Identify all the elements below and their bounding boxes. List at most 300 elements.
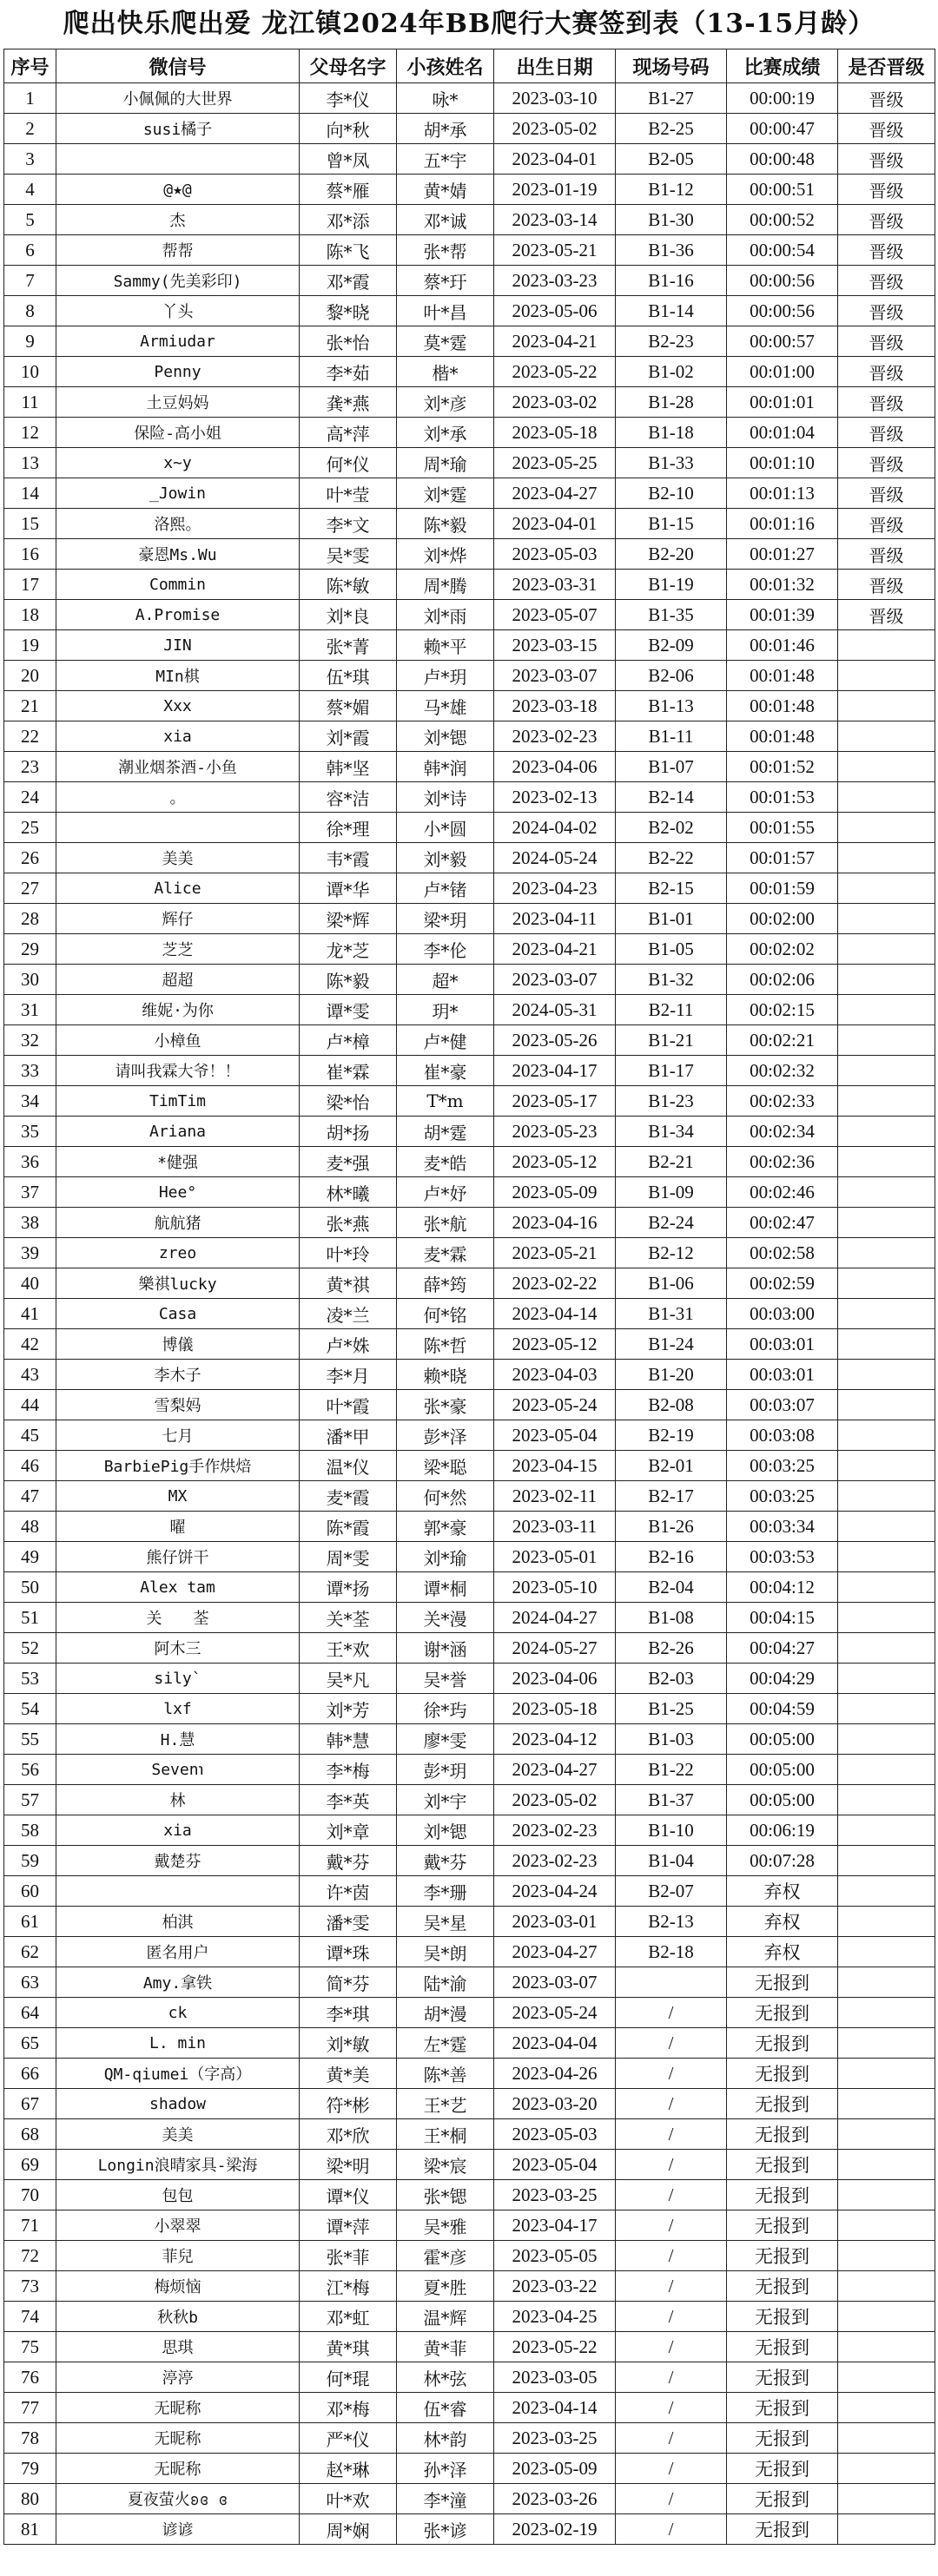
cell-onsite-number: B1-13 — [616, 691, 727, 721]
cell-onsite-number: B1-03 — [616, 1724, 727, 1755]
cell-onsite-number: B2-23 — [616, 326, 727, 357]
cell-index: 22 — [4, 721, 56, 752]
cell-onsite-number: B2-07 — [616, 1876, 727, 1907]
cell-advance — [838, 1755, 935, 1785]
table-row — [4, 1451, 935, 1481]
cell-child-name: 张*航 — [397, 1208, 494, 1238]
table-row — [4, 721, 935, 752]
cell-wechat: 航航猪 — [56, 1208, 300, 1238]
cell-result: 00:02:36 — [727, 1147, 838, 1177]
cell-birth-date: 2023-04-03 — [494, 1360, 616, 1390]
cell-advance — [838, 2180, 935, 2210]
cell-child-name: 薛*筠 — [397, 1268, 494, 1299]
cell-index: 77 — [4, 2393, 56, 2423]
cell-parent-name: 陈*飞 — [300, 235, 397, 266]
cell-advance: 晋级 — [838, 144, 935, 175]
cell-wechat: 。 — [56, 782, 300, 813]
cell-birth-date: 2023-05-04 — [494, 1420, 616, 1451]
cell-parent-name: 谭*仪 — [300, 2180, 397, 2210]
cell-index: 57 — [4, 1785, 56, 1815]
cell-birth-date: 2023-03-15 — [494, 630, 616, 661]
cell-result: 无报到 — [727, 1998, 838, 2028]
cell-onsite-number: B2-20 — [616, 539, 727, 570]
cell-onsite-number: B2-13 — [616, 1907, 727, 1937]
cell-advance — [838, 1664, 935, 1694]
cell-birth-date: 2024-05-24 — [494, 843, 616, 873]
table-row — [4, 1542, 935, 1572]
cell-onsite-number: B1-10 — [616, 1815, 727, 1846]
cell-parent-name: 潘*甲 — [300, 1420, 397, 1451]
cell-parent-name: 梁*明 — [300, 2150, 397, 2180]
cell-wechat: Ariana — [56, 1117, 300, 1147]
cell-birth-date: 2023-05-04 — [494, 2150, 616, 2180]
cell-onsite-number: B2-10 — [616, 478, 727, 509]
cell-parent-name: 李*文 — [300, 509, 397, 539]
cell-parent-name: 刘*芳 — [300, 1694, 397, 1724]
cell-parent-name: 曾*凤 — [300, 144, 397, 175]
cell-wechat: Casa — [56, 1299, 300, 1329]
cell-onsite-number: B2-16 — [616, 1542, 727, 1572]
cell-child-name: 梁*宸 — [397, 2150, 494, 2180]
cell-result: 00:06:19 — [727, 1815, 838, 1846]
cell-parent-name: 李*仪 — [300, 83, 397, 114]
cell-wechat: H.慧 — [56, 1724, 300, 1755]
cell-index: 71 — [4, 2210, 56, 2241]
cell-wechat: _Jowin — [56, 478, 300, 509]
cell-onsite-number: B1-01 — [616, 904, 727, 934]
cell-advance — [838, 1451, 935, 1481]
cell-advance — [838, 630, 935, 661]
cell-birth-date: 2023-03-18 — [494, 691, 616, 721]
cell-wechat: 樂祺lucky — [56, 1268, 300, 1299]
cell-result: 00:07:28 — [727, 1846, 838, 1876]
cell-birth-date: 2023-04-24 — [494, 1876, 616, 1907]
cell-wechat: susi橘子 — [56, 114, 300, 144]
cell-result: 00:03:00 — [727, 1299, 838, 1329]
cell-index: 62 — [4, 1937, 56, 1967]
cell-onsite-number: B1-25 — [616, 1694, 727, 1724]
cell-result: 无报到 — [727, 2210, 838, 2241]
cell-index: 38 — [4, 1208, 56, 1238]
table-row — [4, 448, 935, 478]
table-row — [4, 1117, 935, 1147]
header-birth-date: 出生日期 — [494, 49, 616, 83]
cell-birth-date: 2023-05-10 — [494, 1572, 616, 1603]
cell-child-name: 王*艺 — [397, 2089, 494, 2119]
cell-onsite-number: B1-28 — [616, 387, 727, 418]
cell-advance — [838, 1208, 935, 1238]
cell-wechat: MX — [56, 1481, 300, 1512]
table-row — [4, 1208, 935, 1238]
cell-parent-name: 刘*敏 — [300, 2028, 397, 2059]
cell-result: 00:00:56 — [727, 266, 838, 296]
cell-birth-date: 2023-04-23 — [494, 873, 616, 904]
cell-child-name: 刘*彦 — [397, 387, 494, 418]
cell-birth-date: 2023-05-03 — [494, 2119, 616, 2150]
table-row — [4, 1967, 935, 1998]
cell-child-name: 戴*芬 — [397, 1846, 494, 1876]
table-row — [4, 2241, 935, 2271]
cell-index: 36 — [4, 1147, 56, 1177]
cell-birth-date: 2023-05-21 — [494, 1238, 616, 1268]
cell-parent-name: 陈*霞 — [300, 1512, 397, 1542]
cell-parent-name: 张*怡 — [300, 326, 397, 357]
cell-advance: 晋级 — [838, 296, 935, 326]
table-row — [4, 600, 935, 630]
cell-result: 00:01:59 — [727, 873, 838, 904]
cell-birth-date: 2023-02-19 — [494, 2514, 616, 2545]
table-row — [4, 2302, 935, 2332]
cell-birth-date: 2024-05-27 — [494, 1633, 616, 1664]
cell-advance — [838, 1177, 935, 1208]
table-row — [4, 114, 935, 144]
cell-index: 5 — [4, 205, 56, 235]
cell-birth-date: 2023-05-07 — [494, 600, 616, 630]
table-row — [4, 2423, 935, 2454]
cell-parent-name: 谭*雯 — [300, 995, 397, 1025]
cell-index: 12 — [4, 418, 56, 448]
cell-index: 40 — [4, 1268, 56, 1299]
cell-wechat: 梅烦恼 — [56, 2271, 300, 2302]
cell-index: 49 — [4, 1542, 56, 1572]
cell-child-name: 麦*皓 — [397, 1147, 494, 1177]
cell-child-name: 咏* — [397, 83, 494, 114]
table-row — [4, 357, 935, 387]
table-row — [4, 83, 935, 114]
cell-wechat: 林 — [56, 1785, 300, 1815]
cell-child-name: 周*腾 — [397, 570, 494, 600]
cell-onsite-number: B1-16 — [616, 266, 727, 296]
table-row — [4, 1846, 935, 1876]
cell-advance — [838, 691, 935, 721]
cell-parent-name: 王*欢 — [300, 1633, 397, 1664]
header-row — [4, 49, 935, 83]
cell-onsite-number: / — [616, 2089, 727, 2119]
cell-result: 弃权 — [727, 1937, 838, 1967]
cell-onsite-number: B2-15 — [616, 873, 727, 904]
cell-wechat — [56, 1876, 300, 1907]
cell-child-name: 邓*诚 — [397, 205, 494, 235]
cell-birth-date: 2023-05-22 — [494, 357, 616, 387]
cell-parent-name: 麦*霞 — [300, 1481, 397, 1512]
cell-wechat: 请叫我霖大爷！！ — [56, 1056, 300, 1086]
cell-index: 18 — [4, 600, 56, 630]
cell-onsite-number: B2-21 — [616, 1147, 727, 1177]
table-row — [4, 1664, 935, 1694]
cell-advance — [838, 1268, 935, 1299]
cell-result: 无报到 — [727, 2028, 838, 2059]
table-row — [4, 2393, 935, 2423]
cell-index: 48 — [4, 1512, 56, 1542]
cell-index: 20 — [4, 661, 56, 691]
cell-child-name: 胡*承 — [397, 114, 494, 144]
cell-child-name: 刘*诗 — [397, 782, 494, 813]
cell-onsite-number: B1-19 — [616, 570, 727, 600]
cell-birth-date: 2023-05-17 — [494, 1086, 616, 1117]
cell-index: 19 — [4, 630, 56, 661]
cell-parent-name: 梁*辉 — [300, 904, 397, 934]
cell-wechat: 土豆妈妈 — [56, 387, 300, 418]
cell-birth-date: 2023-05-18 — [494, 418, 616, 448]
cell-onsite-number: B1-18 — [616, 418, 727, 448]
cell-child-name: 崔*豪 — [397, 1056, 494, 1086]
cell-birth-date: 2023-03-23 — [494, 266, 616, 296]
cell-advance: 晋级 — [838, 539, 935, 570]
cell-birth-date: 2023-05-26 — [494, 1025, 616, 1056]
cell-result: 弃权 — [727, 1907, 838, 1937]
cell-advance — [838, 2028, 935, 2059]
table-row — [4, 1268, 935, 1299]
cell-parent-name: 容*洁 — [300, 782, 397, 813]
table-row — [4, 235, 935, 266]
cell-result: 00:04:27 — [727, 1633, 838, 1664]
cell-wechat: 熊仔饼干 — [56, 1542, 300, 1572]
cell-wechat: zreo — [56, 1238, 300, 1268]
cell-child-name: 伍*睿 — [397, 2393, 494, 2423]
cell-onsite-number: B2-18 — [616, 1937, 727, 1967]
cell-advance — [838, 782, 935, 813]
cell-onsite-number: / — [616, 2241, 727, 2271]
cell-birth-date: 2023-02-23 — [494, 1846, 616, 1876]
table-row — [4, 1937, 935, 1967]
cell-wechat: 七月 — [56, 1420, 300, 1451]
cell-wechat: 匿名用户 — [56, 1937, 300, 1967]
cell-child-name: 吴*雅 — [397, 2210, 494, 2241]
header-advance: 是否晋级 — [838, 49, 935, 83]
cell-index: 65 — [4, 2028, 56, 2059]
cell-birth-date: 2023-01-19 — [494, 175, 616, 205]
cell-advance — [838, 2423, 935, 2454]
cell-result: 00:00:52 — [727, 205, 838, 235]
cell-parent-name: 卢*樟 — [300, 1025, 397, 1056]
cell-index: 1 — [4, 83, 56, 114]
cell-index: 66 — [4, 2059, 56, 2089]
cell-parent-name: 陈*毅 — [300, 965, 397, 995]
cell-advance — [838, 1420, 935, 1451]
header-child-name: 小孩姓名 — [397, 49, 494, 83]
cell-birth-date: 2023-04-25 — [494, 2302, 616, 2332]
table-row — [4, 387, 935, 418]
cell-parent-name: 江*梅 — [300, 2271, 397, 2302]
cell-onsite-number: B1-08 — [616, 1603, 727, 1633]
cell-child-name: 马*雄 — [397, 691, 494, 721]
cell-result: 00:02:15 — [727, 995, 838, 1025]
cell-index: 76 — [4, 2362, 56, 2393]
cell-wechat: 关 荃 — [56, 1603, 300, 1633]
cell-index: 32 — [4, 1025, 56, 1056]
cell-advance — [838, 2089, 935, 2119]
cell-onsite-number: B2-22 — [616, 843, 727, 873]
cell-wechat: 美美 — [56, 2119, 300, 2150]
cell-child-name: 刘*雨 — [397, 600, 494, 630]
cell-index: 75 — [4, 2332, 56, 2362]
cell-birth-date: 2023-04-27 — [494, 1937, 616, 1967]
cell-birth-date: 2023-04-27 — [494, 1755, 616, 1785]
cell-onsite-number: / — [616, 2059, 727, 2089]
cell-child-name: 黄*菲 — [397, 2332, 494, 2362]
cell-index: 9 — [4, 326, 56, 357]
cell-advance — [838, 1512, 935, 1542]
cell-wechat: 李木子 — [56, 1360, 300, 1390]
cell-onsite-number: B2-05 — [616, 144, 727, 175]
cell-parent-name: 黄*美 — [300, 2059, 397, 2089]
cell-parent-name: 林*曦 — [300, 1177, 397, 1208]
cell-index: 81 — [4, 2514, 56, 2545]
cell-onsite-number: B1-07 — [616, 752, 727, 782]
cell-birth-date: 2023-04-16 — [494, 1208, 616, 1238]
cell-child-name: 五*宇 — [397, 144, 494, 175]
cell-parent-name: 赵*琳 — [300, 2454, 397, 2484]
cell-child-name: 莫*霆 — [397, 326, 494, 357]
cell-index: 24 — [4, 782, 56, 813]
cell-parent-name: 刘*霞 — [300, 721, 397, 752]
table-row — [4, 1876, 935, 1907]
cell-child-name: 张*锶 — [397, 2180, 494, 2210]
cell-onsite-number: B1-35 — [616, 600, 727, 630]
header-index: 序号 — [4, 49, 56, 83]
cell-wechat: 芝芝 — [56, 934, 300, 965]
cell-parent-name: 谭*华 — [300, 873, 397, 904]
table-row — [4, 1420, 935, 1451]
cell-index: 6 — [4, 235, 56, 266]
cell-child-name: 林*韵 — [397, 2423, 494, 2454]
cell-index: 3 — [4, 144, 56, 175]
cell-index: 46 — [4, 1451, 56, 1481]
table-row — [4, 2059, 935, 2089]
cell-advance — [838, 965, 935, 995]
cell-birth-date: 2023-04-04 — [494, 2028, 616, 2059]
cell-birth-date: 2023-04-14 — [494, 1299, 616, 1329]
cell-result: 00:02:02 — [727, 934, 838, 965]
cell-advance — [838, 1694, 935, 1724]
cell-child-name: 张*谚 — [397, 2514, 494, 2545]
cell-onsite-number: B2-25 — [616, 114, 727, 144]
table-row — [4, 934, 935, 965]
cell-child-name: 卢*妤 — [397, 1177, 494, 1208]
cell-wechat: 无昵称 — [56, 2393, 300, 2423]
cell-parent-name: 徐*理 — [300, 813, 397, 843]
table-row — [4, 661, 935, 691]
cell-parent-name: 凌*兰 — [300, 1299, 397, 1329]
cell-onsite-number: B1-22 — [616, 1755, 727, 1785]
cell-birth-date: 2023-05-02 — [494, 1785, 616, 1815]
cell-index: 26 — [4, 843, 56, 873]
cell-onsite-number: B1-21 — [616, 1025, 727, 1056]
cell-wechat: QM-qiumei（字高） — [56, 2059, 300, 2089]
cell-onsite-number: B1-09 — [616, 1177, 727, 1208]
cell-index: 34 — [4, 1086, 56, 1117]
cell-birth-date: 2023-04-17 — [494, 2210, 616, 2241]
cell-onsite-number: B2-04 — [616, 1572, 727, 1603]
cell-advance — [838, 2119, 935, 2150]
cell-onsite-number: B2-17 — [616, 1481, 727, 1512]
cell-onsite-number: / — [616, 2271, 727, 2302]
cell-result: 00:01:01 — [727, 387, 838, 418]
cell-advance — [838, 1876, 935, 1907]
cell-index: 70 — [4, 2180, 56, 2210]
cell-parent-name: 蔡*媚 — [300, 691, 397, 721]
cell-result: 00:00:54 — [727, 235, 838, 266]
cell-child-name: 刘*承 — [397, 418, 494, 448]
cell-result: 00:02:58 — [727, 1238, 838, 1268]
table-row — [4, 1025, 935, 1056]
table-row — [4, 1329, 935, 1360]
cell-onsite-number: B1-20 — [616, 1360, 727, 1390]
cell-onsite-number: / — [616, 2150, 727, 2180]
cell-index: 59 — [4, 1846, 56, 1876]
cell-parent-name: 戴*芬 — [300, 1846, 397, 1876]
cell-index: 78 — [4, 2423, 56, 2454]
cell-advance — [838, 661, 935, 691]
cell-birth-date: 2023-03-10 — [494, 83, 616, 114]
cell-wechat: x~y — [56, 448, 300, 478]
cell-result: 00:02:33 — [727, 1086, 838, 1117]
cell-parent-name: 陈*敏 — [300, 570, 397, 600]
cell-onsite-number: B1-27 — [616, 83, 727, 114]
cell-advance: 晋级 — [838, 570, 935, 600]
cell-birth-date: 2023-05-09 — [494, 2454, 616, 2484]
cell-child-name: 夏*胜 — [397, 2271, 494, 2302]
cell-onsite-number: B1-12 — [616, 175, 727, 205]
cell-index: 63 — [4, 1967, 56, 1998]
cell-child-name: 关*漫 — [397, 1603, 494, 1633]
cell-result: 00:01:48 — [727, 721, 838, 752]
cell-wechat: A.Promise — [56, 600, 300, 630]
cell-advance — [838, 721, 935, 752]
cell-child-name: 吴*誉 — [397, 1664, 494, 1694]
cell-index: 53 — [4, 1664, 56, 1694]
cell-birth-date: 2023-04-12 — [494, 1724, 616, 1755]
cell-advance — [838, 1299, 935, 1329]
cell-index: 33 — [4, 1056, 56, 1086]
cell-birth-date: 2023-03-25 — [494, 2423, 616, 2454]
cell-onsite-number: B1-37 — [616, 1785, 727, 1815]
cell-result: 00:00:48 — [727, 144, 838, 175]
cell-onsite-number: B1-05 — [616, 934, 727, 965]
table-row — [4, 873, 935, 904]
table-row — [4, 539, 935, 570]
cell-parent-name: 吴*凡 — [300, 1664, 397, 1694]
cell-child-name: T*m — [397, 1086, 494, 1117]
cell-wechat: 菲兒 — [56, 2241, 300, 2271]
cell-index: 50 — [4, 1572, 56, 1603]
cell-birth-date: 2023-05-24 — [494, 1390, 616, 1420]
header-result: 比赛成绩 — [727, 49, 838, 83]
cell-advance — [838, 1785, 935, 1815]
cell-child-name: 李*珊 — [397, 1876, 494, 1907]
cell-result: 无报到 — [727, 2332, 838, 2362]
cell-birth-date: 2023-05-02 — [494, 114, 616, 144]
table-row — [4, 752, 935, 782]
cell-result: 00:01:00 — [727, 357, 838, 387]
cell-child-name: 超* — [397, 965, 494, 995]
cell-result: 00:02:32 — [727, 1056, 838, 1086]
table-row — [4, 1694, 935, 1724]
cell-birth-date: 2023-04-01 — [494, 144, 616, 175]
cell-child-name: 刘*毅 — [397, 843, 494, 873]
cell-birth-date: 2023-05-12 — [494, 1329, 616, 1360]
cell-index: 58 — [4, 1815, 56, 1846]
table-row — [4, 2180, 935, 2210]
cell-advance — [838, 2241, 935, 2271]
cell-parent-name: 崔*霖 — [300, 1056, 397, 1086]
cell-advance — [838, 1907, 935, 1937]
cell-index: 16 — [4, 539, 56, 570]
cell-advance — [838, 1815, 935, 1846]
cell-parent-name: 叶*霞 — [300, 1390, 397, 1420]
cell-birth-date: 2023-04-01 — [494, 509, 616, 539]
cell-parent-name: 龙*芝 — [300, 934, 397, 965]
